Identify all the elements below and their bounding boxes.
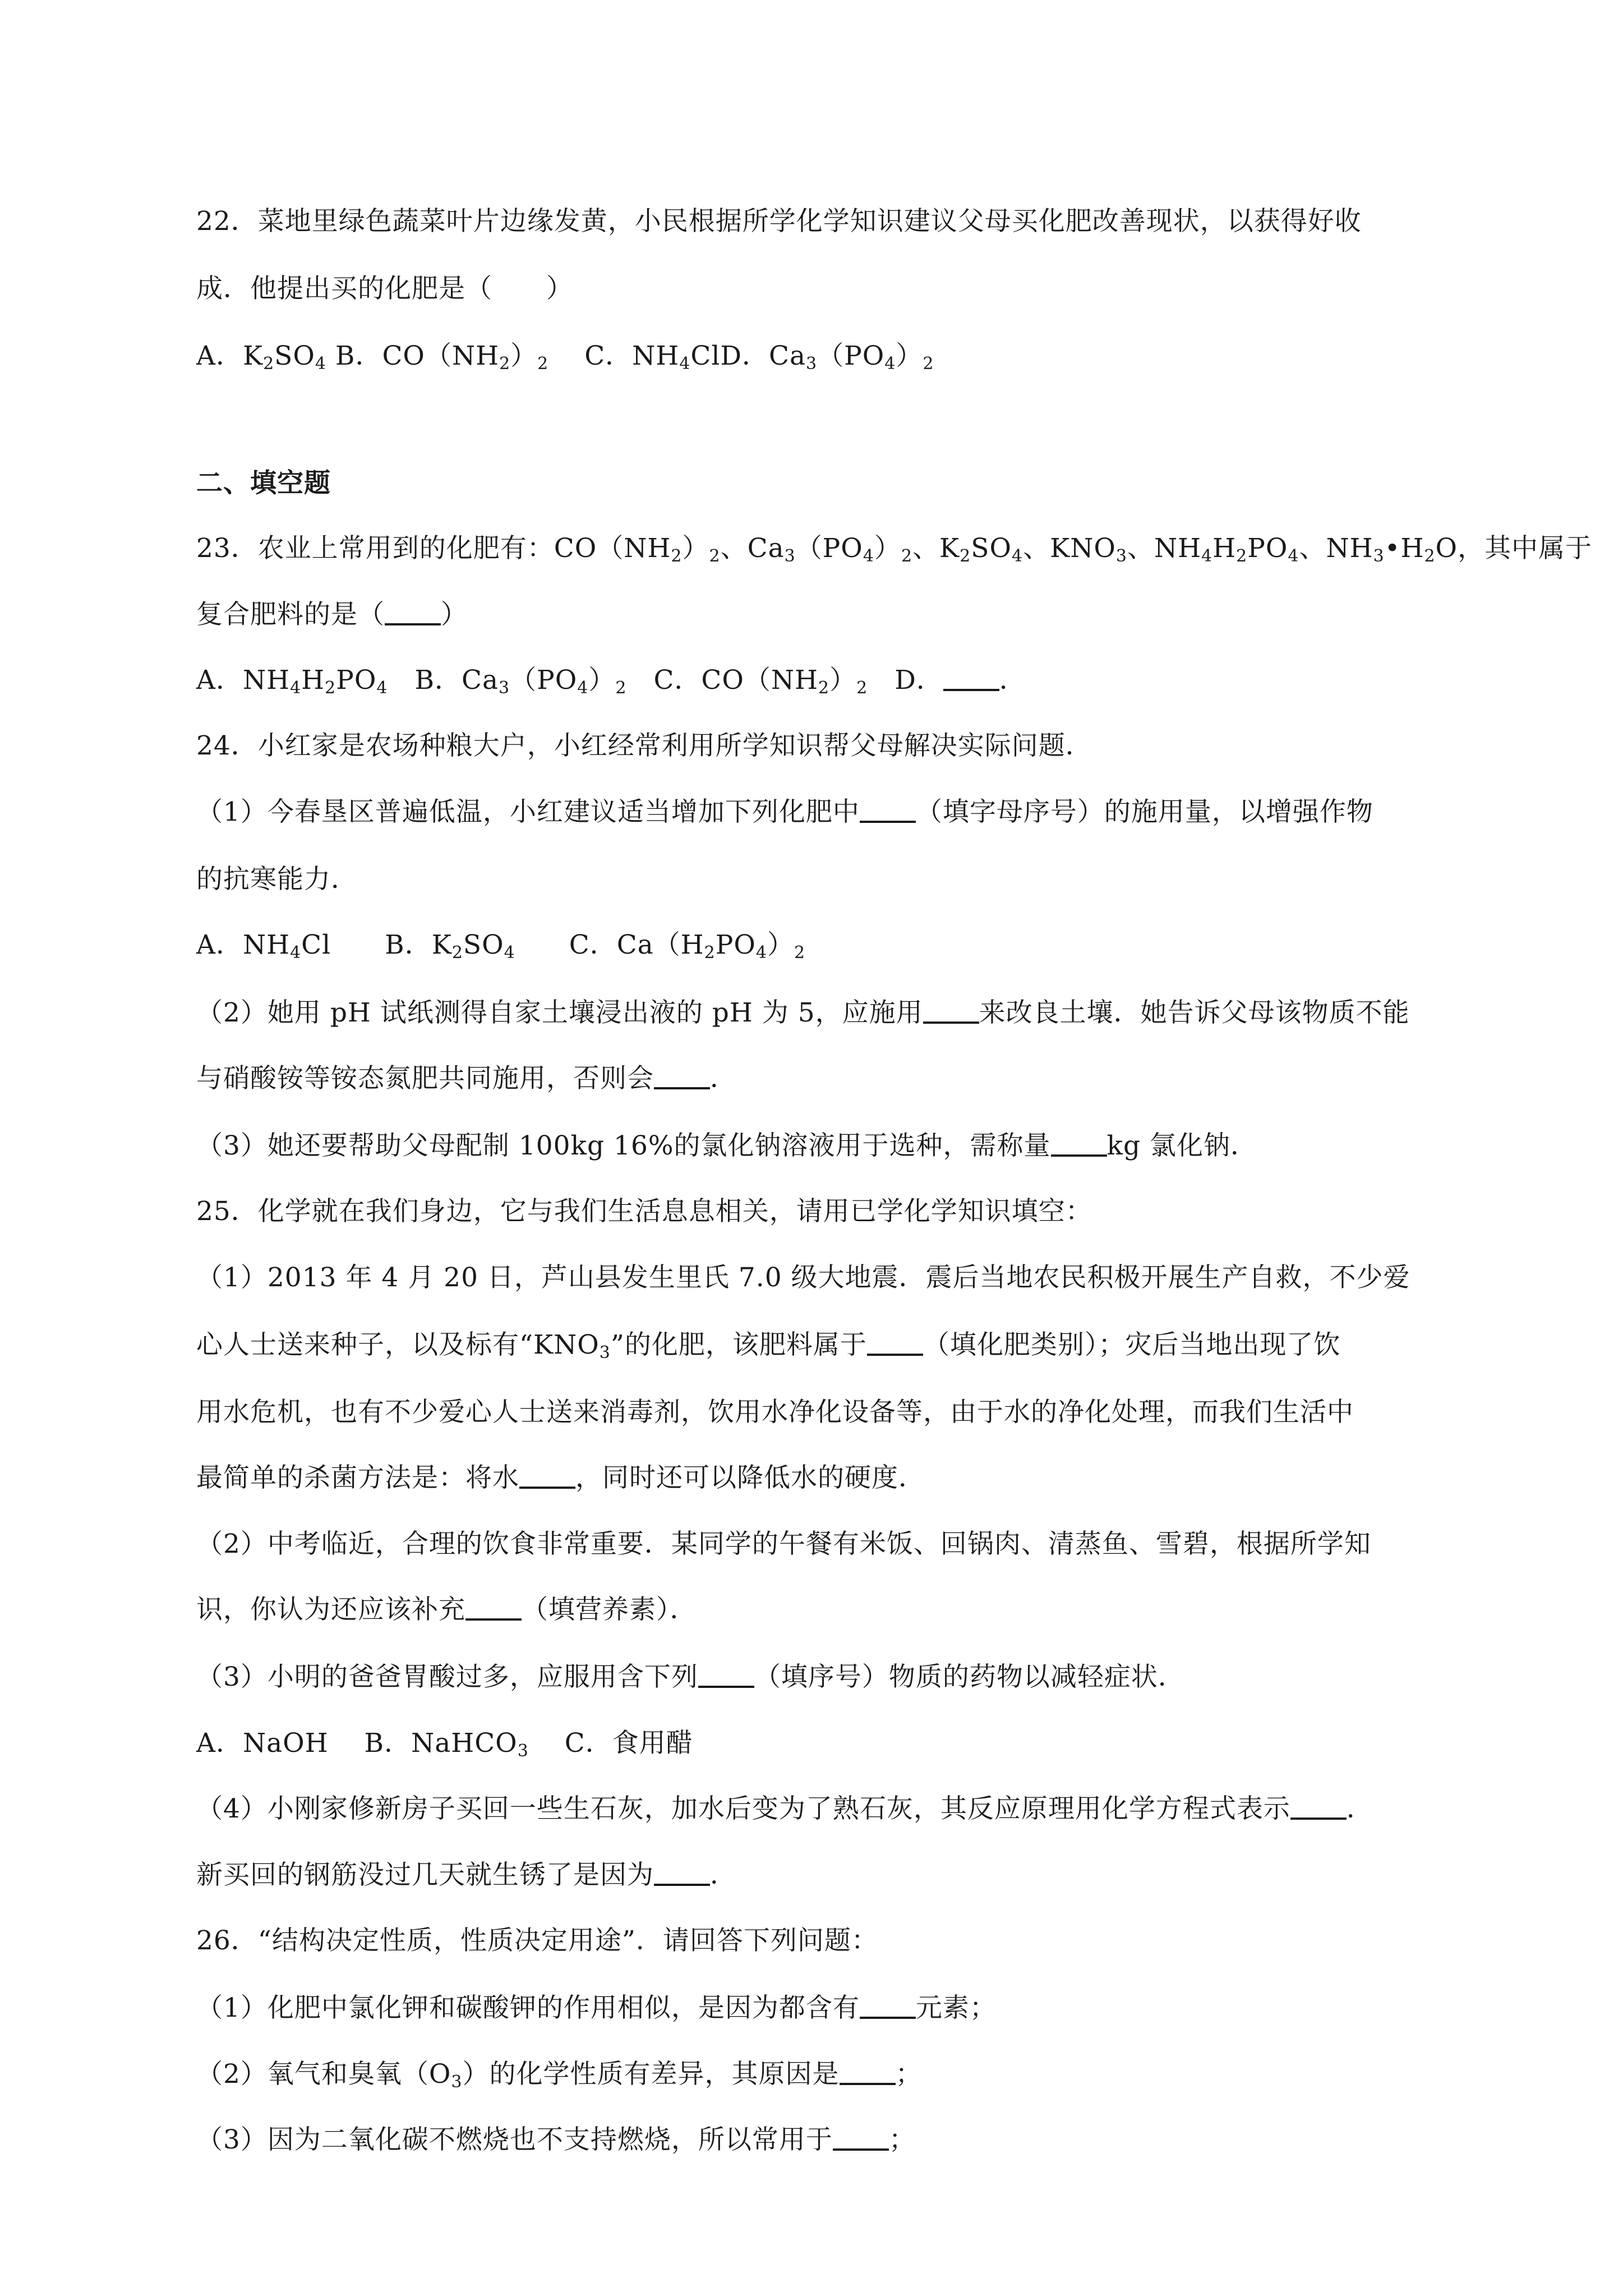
q25-part2-line1: （2）中考临近，合理的饮食非常重要．某同学的午餐有米饭、回锅肉、清蒸鱼、雪碧，根据所学知 <box>196 1529 1371 1559</box>
q22-stem-line1: 22．菜地里绿色蔬菜叶片边缘发黄，小民根据所学化学知识建议父母买化肥改善现状，以获得好收 <box>196 206 1362 237</box>
answer-blank[interactable] <box>698 1665 754 1688</box>
q24-part2-line2: 与硝酸铵等铵态氮肥共同施用，否则会 ． <box>196 1063 737 1094</box>
q26-part2: （2）氧气和臭氧$(O_3)$的化学性质有差异，其原因是 ； <box>196 2059 923 2092</box>
answer-blank[interactable] <box>833 2128 889 2151</box>
answer-blank[interactable] <box>1290 1797 1347 1820</box>
q24-part3: （3）她还要帮助父母配制 100kg 16%的氯化钠溶液用于选种，需称量 kg 氯化钠． <box>196 1130 1258 1161</box>
q23-stem-line1: 23．农业上常用到的化肥有：$CO(NH_2)_2$、$Ca_3(PO_4)_2$、$K_2SO_4$、$KNO_3$、$NH_4H_2PO_4$、$NH_3•H_2O$，其中属于 <box>196 533 1593 566</box>
q25-part2-line2: 识，你认为还应该补充 （填营养素）． <box>196 1594 697 1625</box>
answer-blank[interactable] <box>860 800 916 823</box>
answer-blank[interactable] <box>654 1067 710 1089</box>
q26-part3: （3）因为二氧化碳不燃烧也不支持燃烧，所以常用于 ； <box>196 2124 916 2155</box>
answer-blank[interactable] <box>867 1333 923 1356</box>
q25-part1-line4: 最简单的杀菌方法是：将水 ，同时还可以降低水的硬度． <box>196 1462 925 1493</box>
q25-part4-line2: 新买回的钢筋没过几天就生锈了是因为 ． <box>196 1860 737 1890</box>
q25-part1-line1: （1）2013 年 4 月 20 日，芦山县发生里氏 7.0 级大地震．震后当地农民积极开展生产自救，不少爱 <box>196 1262 1410 1293</box>
q24-intro: 24．小红家是农场种粮大户，小红经常利用所学知识帮父母解决实际问题． <box>196 730 1092 761</box>
q24-part2-line1: （2）她用 pH 试纸测得自家土壤浸出液的 pH 为 5，应施用 来改良土壤．她告诉父母该物质不能 <box>196 997 1410 1028</box>
q23-stem-line2: 复合肥料的是（ ） <box>196 599 468 630</box>
section-title: 二、填空题 <box>196 468 331 499</box>
q22-stem-line2: 成．他提出买的化肥是（ ） <box>196 273 573 304</box>
q26-part1: （1）化肥中氯化钾和碳酸钾的作用相似，是因为都含有 元素； <box>196 1993 997 2023</box>
answer-blank[interactable] <box>1051 1134 1107 1157</box>
q25-options: A．NaOH B．NaHCO$_3$ C．食用醋 <box>196 1728 693 1761</box>
q24-part1-line2: 的抗寒能力． <box>196 864 358 895</box>
q26-intro: 26．“结构决定性质，性质决定用途”．请回答下列问题： <box>196 1925 878 1956</box>
answer-blank[interactable] <box>385 603 441 625</box>
q25-intro: 25．化学就在我们身边，它与我们生活息息相关，请用已学化学知识填空： <box>196 1196 1092 1227</box>
answer-blank[interactable] <box>840 2063 896 2085</box>
q24-part1-line1: （1）今春垦区普遍低温，小红建议适当增加下列化肥中 （填字母序号）的施用量，以增强作物 <box>196 797 1373 827</box>
q22-options: A．$K_2SO_4$ B．$CO(NH_2)_2$ C．$NH_4ClD$．$Ca_3(PO_4)_2$ <box>196 341 934 374</box>
q25-part1-line2: 心人士送来种子，以及标有“$KNO_3$”的化肥，该肥料属于 （填化肥类别）；灾后当地出现了饮 <box>196 1329 1341 1363</box>
q23-options: A．$NH_4H_2PO_4$ B．$Ca_3(PO_4)_2$ C．$CO(NH_2)_2$ D． ． <box>196 665 1026 698</box>
answer-blank[interactable] <box>923 1001 979 1024</box>
q24-options: A．$NH_4Cl$ B．$K_2SO_4$ C．$Ca(H_2PO_4)_2$ <box>196 930 806 963</box>
q25-part4-line1: （4）小刚家修新房子买回一些生石灰，加水后变为了熟石灰，其反应原理用化学方程式表示 ． <box>196 1793 1373 1824</box>
answer-blank[interactable] <box>654 1864 710 1886</box>
answer-blank[interactable] <box>465 1598 522 1621</box>
answer-blank[interactable] <box>943 669 999 691</box>
answer-blank[interactable] <box>519 1466 575 1489</box>
answer-blank[interactable] <box>860 1996 916 2019</box>
q25-part3: （3）小明的爸爸胃酸过多，应服用含下列 （填序号）物质的药物以减轻症状． <box>196 1662 1185 1692</box>
q25-part1-line3: 用水危机，也有不少爱心人士送来消毒剂，饮用水净化设备等，由于水的净化处理，而我们生活中 <box>196 1397 1354 1428</box>
